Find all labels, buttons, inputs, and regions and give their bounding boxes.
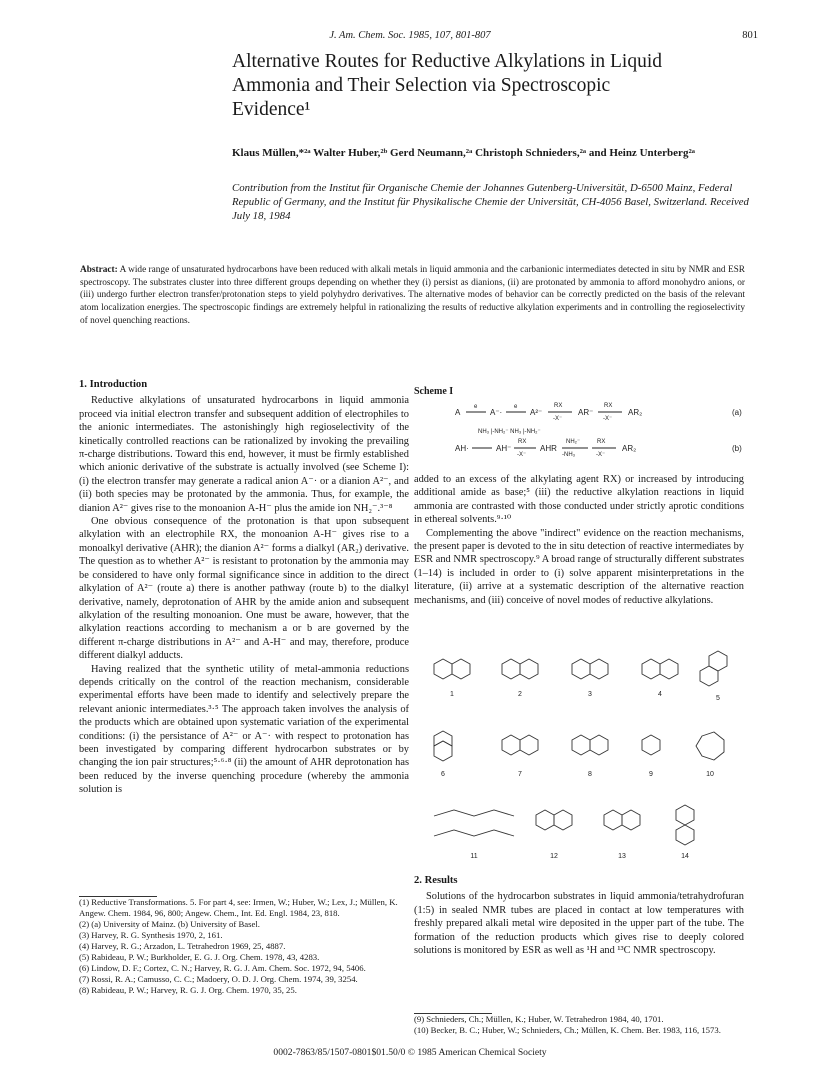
compound-label: 12 (550, 853, 558, 860)
abstract-label: Abstract: (80, 265, 118, 275)
journal-header: J. Am. Chem. Soc. 1985, 107, 801-807 (329, 30, 491, 41)
svg-text:NH₂⁻: NH₂⁻ (566, 439, 581, 445)
footnote: (9) Schnieders, Ch.; Müllen, K.; Huber, W. Tetrahedron 1984, 40, 1701. (414, 1014, 664, 1024)
compound-label: 8 (588, 771, 592, 778)
affiliation: Contribution from the Institut für Organische Chemie der Johannes Gutenberg-Universität, D-6500 Mainz, Federal Republic of Germany, and the Institut für Physikalische Chemie der Universität, CH-4056 Basel, Switzerland. Received July 18, 1984 (232, 182, 749, 222)
svg-text:-NH₃: -NH₃ (562, 452, 576, 458)
compound-label: 3 (588, 691, 592, 698)
footnotes-left (79, 896, 409, 996)
results-paragraph-1: Solutions of the hydrocarbon substrates in liquid ammonia/tetrahydrofuran (1:5) in sealed NMR tubes are placed in contact at low temperatures with freshly prepared alkali metal wire deposited in the upper part of the tube. The formation of the reduction products which gives rise to deeply colored solutions is monitored by ESR as well as ¹H and ¹³C NMR spectroscopy. (414, 891, 744, 957)
svg-text:A²⁻: A²⁻ (530, 408, 543, 417)
results-heading: 2. Results (414, 875, 458, 886)
footnote: (10) Becker, B. C.; Huber, W.; Schnieders, Ch.; Müllen, K. Chem. Ber. 1983, 116, 1573. (414, 1025, 721, 1035)
footnote: (2) (a) University of Mainz. (b) University of Basel. (79, 919, 260, 929)
compound-label: 6 (441, 771, 445, 778)
compound-label: 14 (681, 853, 689, 860)
footnote: (5) Rabideau, P. W.; Burkholder, E. G. J. Org. Chem. 1978, 43, 4283. (79, 952, 320, 962)
right-paragraph-2: Complementing the above "indirect" evidence on the reaction mechanisms, the present paper is devoted to the in situ detection of reactive intermediates by ESR and NMR spectroscopy.⁹ A broad range of structurally different substrates (1–14) is included in order to (i) solve apparent misinterpretations in the literature, (ii) arrive at a systematic description of the alternative reaction mechanisms, and (iii) conceive of novel modes of reductive alkylations. (414, 527, 744, 606)
footnote: (3) Harvey, R. G. Synthesis 1970, 2, 161. (79, 930, 223, 940)
footnote: (7) Rossi, R. A.; Camusso, C. C.; Madoery, O. D. J. Org. Chem. 1974, 39, 3254. (79, 974, 358, 984)
svg-text:RX: RX (518, 439, 527, 445)
compound-label: 13 (618, 853, 626, 860)
svg-text:AR⁻: AR⁻ (578, 408, 594, 417)
page-footer: 0002-7863/85/1507-0801$01.50/0 © 1985 American Chemical Society (273, 1047, 547, 1058)
footnote: (4) Harvey, R. G.; Arzadon, L. Tetrahedron 1969, 25, 4887. (79, 941, 286, 951)
intro-heading: 1. Introduction (79, 379, 148, 390)
compound-label: 4 (658, 691, 662, 698)
compound-label: 1 (450, 691, 454, 698)
svg-text:RX: RX (554, 403, 563, 409)
page-number: 801 (742, 30, 758, 41)
abstract-text: A wide range of unsaturated hydrocarbons have been reduced with alkali metals in liquid ammonia and the carbanionic intermediates detected in situ by NMR and ESR spectroscopy. The substrates cluster into three different groups depending on whether they (i) persist as dianions, (ii) are protonated by ammonia to afford monohydro anions, or (iii) undergo further electron transfer/protonation steps to yield polyhydro derivatives. The alternative modes of behavior can be correctly predicted on the basis of the relevant atom localization energies. The spectroscopic findings are extremely helpful in rationalizing the results of reductive alkylation experiments and in controlling the regioselectivity of novel quenching reactions. (80, 265, 745, 326)
svg-text:AH·: AH· (455, 444, 469, 453)
svg-text:AHR: AHR (540, 444, 557, 453)
compound-structures (414, 640, 744, 870)
svg-text:RX: RX (597, 439, 606, 445)
scheme-title: Scheme I (414, 386, 454, 397)
svg-text:AH⁻: AH⁻ (496, 444, 512, 453)
structures-svg (414, 640, 744, 865)
intro-paragraph-2: One obvious consequence of the protonation is that upon subsequent alkylation with an electrophile RX, the monoanion A-H⁻ gives rise to a monoalkyl derivative (AHR); the dianion A²⁻ forms a dialkyl (AR₂) derivative. The question as to whether A²⁻ is resistant to protonation by the ammonia may be considered to have only formal significance since in addition to the direct alkylation of A²⁻ (route a) there is another pathway (route b) to the dialkyl derivative, namely, deprotonation of AHR by the amide anion and subsequent alkylation of the resulting monoanion. One must be aware, however, that the alkylation reactions according to mechanism a or b are governed by the different π-charge distributions in A²⁻ and A-H⁻ and may, therefore, produce different dialkyl adducts. (79, 516, 409, 662)
svg-text:A⁻·: A⁻· (490, 408, 503, 417)
left-column (79, 378, 409, 797)
scheme-diagram (440, 395, 750, 472)
svg-text:-X⁻: -X⁻ (603, 416, 613, 422)
right-paragraph-1: added to an excess of the alkylating agent RX) or increased by introducing additional amide as base;⁵ (iii) the reductive alkylation reactions in liquid ammonia are contrasted with those conducted under strictly aprotic conditions in ethereal solvents.⁹·¹⁰ (414, 474, 744, 526)
right-column-text (414, 473, 744, 607)
svg-text:NH₃ |-NH₂⁻ NH₃ |-NH₂⁻: NH₃ |-NH₂⁻ NH₃ |-NH₂⁻ (478, 429, 541, 435)
footnotes-right (414, 1013, 744, 1036)
results-section (414, 874, 744, 957)
svg-text:AR₂: AR₂ (628, 408, 643, 417)
footnote: (8) Rabideau, P. W.; Harvey, R. G. J. Org. Chem. 1970, 35, 25. (79, 985, 297, 995)
compound-label: 5 (716, 695, 720, 702)
intro-paragraph-1: Reductive alkylations of unsaturated hydrocarbons in liquid ammonia proceed via initial electron transfer and subsequent addition of electrophiles to the anionic intermediates. The astonishingly high regioselectivity of the kinetically controlled reactions can be rationalized by invoking the prevailing π-charge distributions. Toward this end, however, it must be firmly established which anionic derivative of the substrate is actually involved (see Scheme I): (i) the electron transfer may generate a radical anion A⁻· or a dianion A²⁻, and (ii) both species may be protonated by the ammonia. Thus, for example, the dianion A²⁻ gives rise to the monoanion A-H⁻ plus the amide ion NH₂⁻.³⁻⁸ (79, 395, 409, 514)
svg-text:A: A (455, 408, 461, 417)
compound-label: 10 (706, 771, 714, 778)
authors: Klaus Müllen,*²ᵃ Walter Huber,²ᵇ Gerd Neumann,²ᵃ Christoph Schnieders,²ᵃ and Heinz Unterberg²ᵃ (232, 147, 695, 159)
svg-text:RX: RX (604, 403, 613, 409)
svg-text:e: e (514, 404, 518, 410)
abstract (80, 264, 745, 328)
route-b-label: (b) (732, 444, 742, 453)
paper-title: Alternative Routes for Reductive Alkylations in Liquid Ammonia and Their Selection via Spectroscopic Evidence¹ (232, 51, 663, 120)
compound-label: 9 (649, 771, 653, 778)
compound-label: 11 (470, 853, 478, 860)
svg-text:-X⁻: -X⁻ (596, 452, 606, 458)
route-a-label: (a) (732, 408, 742, 417)
svg-text:-X⁻: -X⁻ (517, 452, 527, 458)
footnote: (6) Lindow, D. F.; Cortez, C. N.; Harvey, R. G. J. Am. Chem. Soc. 1972, 94, 5406. (79, 963, 366, 973)
scheme-svg (440, 395, 750, 467)
footnote: (1) Reductive Transformations. 5. For part 4, see: Irmen, W.; Huber, W.; Lex, J.; Müllen, K. Angew. Chem. 1984, 96, 800; Angew. Chem., Int. Ed. Engl. 1984, 23, 818. (79, 897, 398, 918)
svg-text:AR₂: AR₂ (622, 444, 637, 453)
svg-text:-X⁻: -X⁻ (553, 416, 563, 422)
svg-text:e: e (474, 404, 478, 410)
compound-label: 7 (518, 771, 522, 778)
compound-label: 2 (518, 691, 522, 698)
intro-paragraph-3: Having realized that the synthetic utility of metal-ammonia reductions depends critically on the control of the reaction mechanism, considerable experimental efforts have been made to identify and selectively prepare the relevant anionic intermediates.³·⁵ The approach taken involves the analysis of the products which are obtained upon systematic variation of the experimental conditions: (i) the persistance of A²⁻ or A⁻· with respect to protonation has been investigated by comparing different hydrocarbon substrates or by changing the ion pair structures;⁵·⁶·⁸ (ii) the amount of AHR deprotonation has been reduced by the inverse quenching procedure (whereby the ammonia solution is (79, 663, 409, 796)
